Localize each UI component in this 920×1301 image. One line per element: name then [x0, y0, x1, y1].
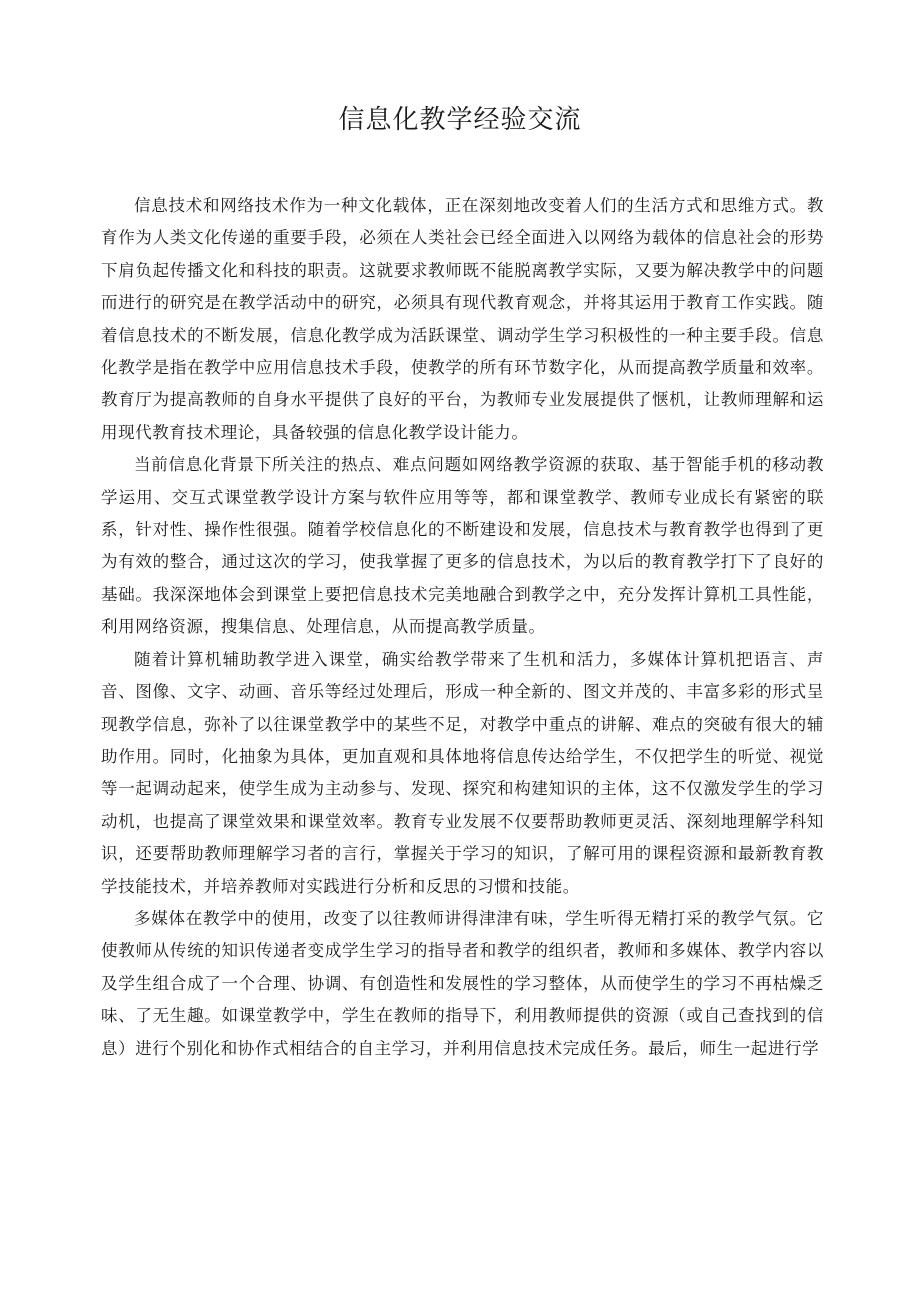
document-body	[101, 190, 824, 1065]
document-title: 信息化教学经验交流	[338, 105, 582, 135]
paragraph-4: 多媒体在教学中的使用，改变了以往教师讲得津津有味，学生听得无精打采的教学气氛。它使教师从传统的知识传递者变成学生学习的指导者和教学的组织者，教师和多媒体、教学内容以及学生组合成了一个合理、协调、有创造性和发展性的学习整体，从而使学生的学习不再枯燥乏味、了无生趣。如课堂教学中，学生在教师的指导下，利用教师提供的资源（或自己查找到的信息）进行个别化和协作式相结合的自主学习，并利用信息技术完成任务。最后，师生一起进行学	[101, 908, 824, 1058]
paragraph-3: 随着计算机辅助教学进入课堂，确实给教学带来了生机和活力，多媒体计算机把语言、声音、图像、文字、动画、音乐等经过处理后，形成一种全新的、图文并茂的、丰富多彩的形式呈现教学信息，弥补了以往课堂教学中的某些不足，对教学中重点的讲解、难点的突破有很大的辅助作用。同时，化抽象为具体，更加直观和具体地将信息传达给学生，不仅把学生的听觉、视觉等一起调动起来，使学生成为主动参与、发现、探究和构建知识的主体，这不仅激发学生的学习动机，也提高了课堂效果和课堂效率。教育专业发展不仅要帮助教师更灵活、深刻地理解学科知识，还要帮助教师理解学习者的言行，掌握关于学习的知识，了解可用的课程资源和最新教育教学技能技术，并培养教师对实践进行分析和反思的习惯和技能。	[101, 649, 824, 896]
paragraph-1: 信息技术和网络技术作为一种文化载体，正在深刻地改变着人们的生活方式和思维方式。教育作为人类文化传递的重要手段，必须在人类社会已经全面进入以网络为载体的信息社会的形势下肩负起传播文化和科技的职责。这就要求教师既不能脱离教学实际，又要为解决教学中的问题而进行的研究是在教学活动中的研究，必须具有现代教育观念，并将其运用于教育工作实践。随着信息技术的不断发展，信息化教学成为活跃课堂、调动学生学习积极性的一种主要手段。信息化教学是指在教学中应用信息技术手段，使教学的所有环节数字化，从而提高教学质量和效率。教育厅为提高教师的自身水平提供了良好的平台，为教师专业发展提供了惬机，让教师理解和运用现代教育技术理论，具备较强的信息化教学设计能力。	[101, 196, 824, 442]
paragraph-2: 当前信息化背景下所关注的热点、难点问题如网络教学资源的获取、基于智能手机的移动教学运用、交互式课堂教学设计方案与软件应用等等，都和课堂教学、教师专业成长有紧密的联系，针对性、操作性很强。随着学校信息化的不断建设和发展，信息技术与教育教学也得到了更为有效的整合，通过这次的学习，使我掌握了更多的信息技术，为以后的教育教学打下了良好的基础。我深深地体会到课堂上要把信息技术完美地融合到教学之中，充分发挥计算机工具性能，利用网络资源，搜集信息、处理信息，从而提高教学质量。	[101, 455, 824, 637]
